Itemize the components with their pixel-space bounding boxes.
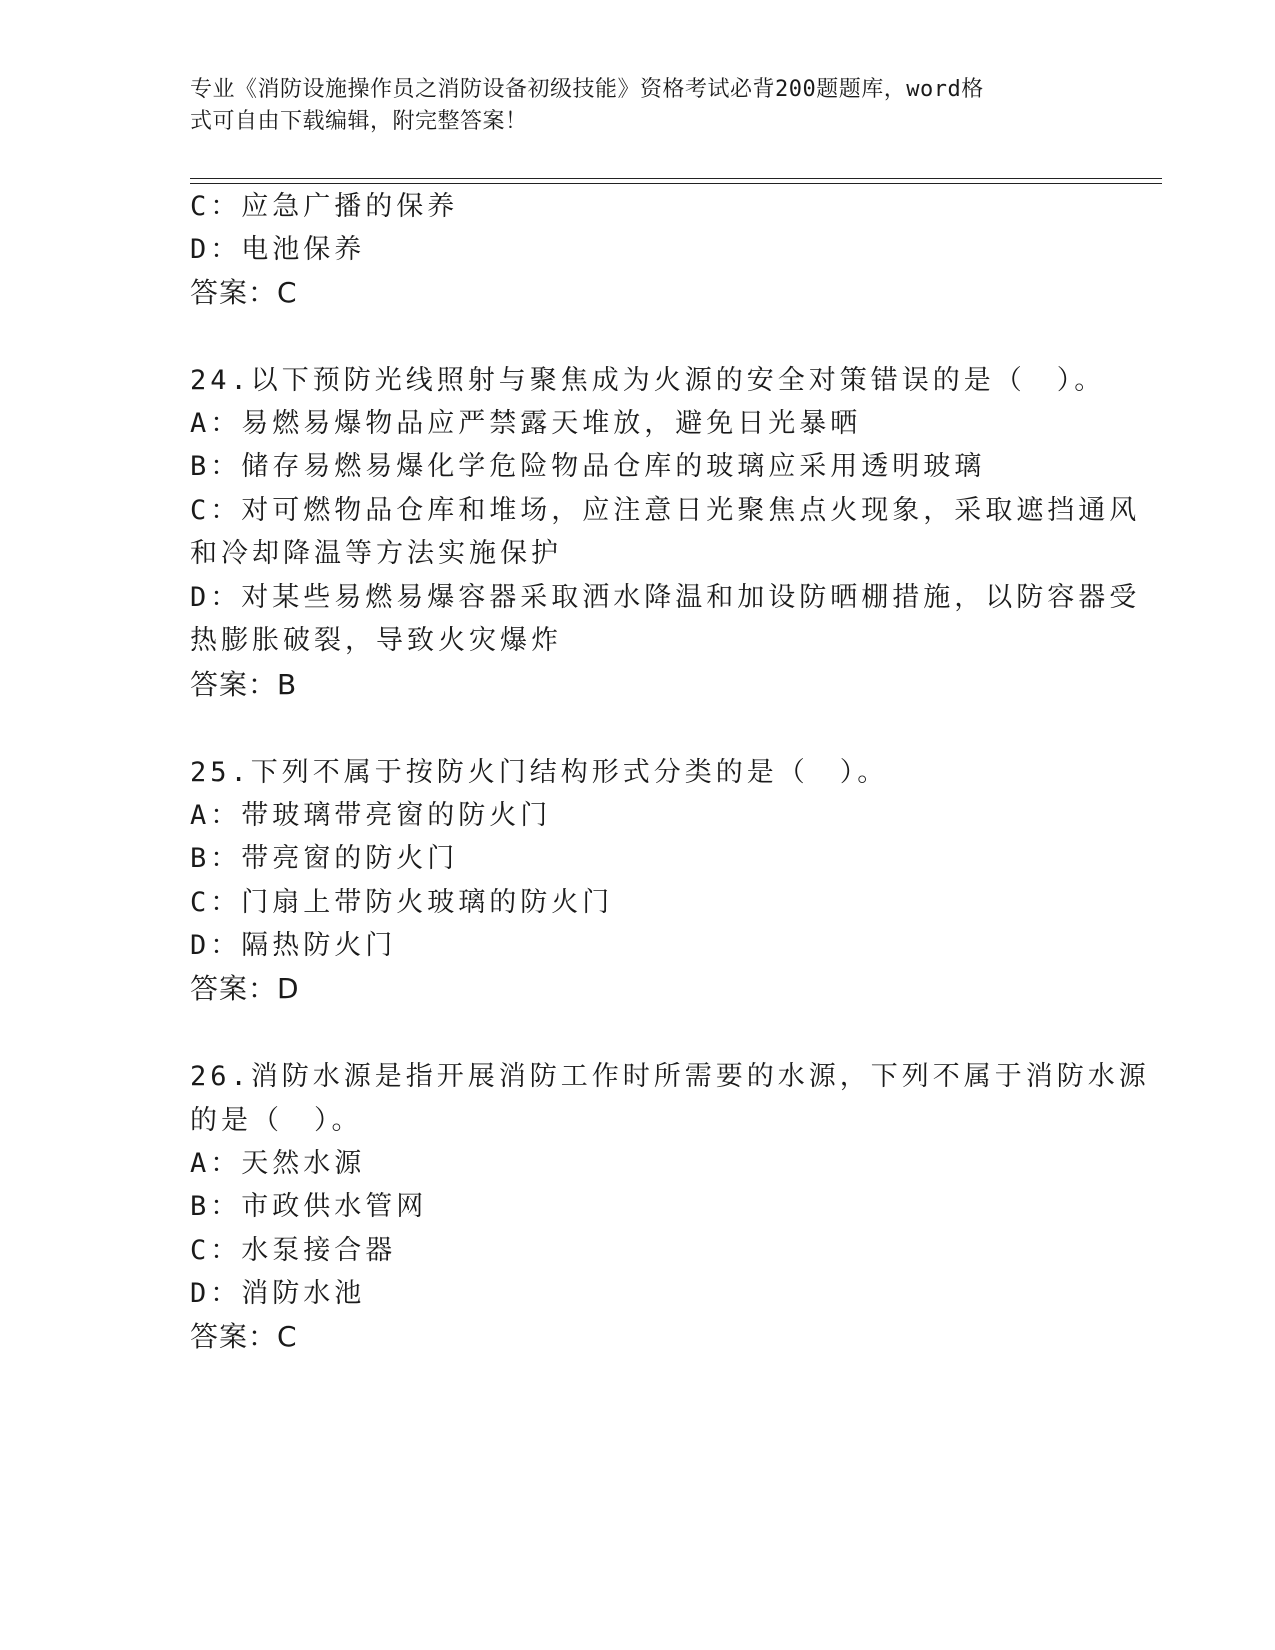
header-divider-top [190,178,1162,179]
q25-question: 25.下列不属于按防火门结构形式分类的是（ ）。 [190,757,889,788]
q24-option-c-line-2: 和冷却降温等方法实施保护 [190,538,562,569]
q26-option-d: D：消防水池 [190,1278,366,1309]
q24-option-a: A：易燃易爆物品应严禁露天堆放，避免日光暴晒 [190,408,862,439]
q26-question-line-2: 的是（ ）。 [190,1105,363,1136]
q24-answer: 答案：B [190,668,298,701]
q24-option-b: B：储存易燃易爆化学危险物品仓库的玻璃应采用透明玻璃 [190,451,986,482]
q26-option-c: C：水泵接合器 [190,1235,397,1266]
q24-option-c-line-1: C：对可燃物品仓库和堆场，应注意日光聚焦点火现象，采取遮挡通风 [190,495,1141,526]
q24-option-d-line-2: 热膨胀破裂，导致火灾爆炸 [190,625,562,656]
q23-option-d: D：电池保养 [190,234,366,265]
q25-option-c: C：门扇上带防火玻璃的防火门 [190,887,614,918]
document-header [190,74,1090,138]
q25-option-a: A：带玻璃带亮窗的防火门 [190,800,552,831]
q23-answer: 答案：C [190,276,298,309]
q23-option-c: C：应急广播的保养 [190,191,459,222]
q25-option-b: B：带亮窗的防火门 [190,843,459,874]
q26-option-a: A：天然水源 [190,1148,366,1179]
q25-answer: 答案：D [190,972,300,1005]
q24-question: 24.以下预防光线照射与聚焦成为火源的安全对策错误的是（ ）。 [190,365,1106,396]
q24-option-d-line-1: D：对某些易燃易爆容器采取洒水降温和加设防晒棚措施，以防容器受 [190,582,1141,613]
header-divider-bottom [190,183,1162,184]
q26-answer: 答案：C [190,1320,298,1353]
q26-question-line-1: 26.消防水源是指开展消防工作时所需要的水源，下列不属于消防水源 [190,1061,1150,1092]
header-line-1: 专业《消防设施操作员之消防设备初级技能》资格考试必背200题题库，word格 [190,77,984,102]
q25-option-d: D：隔热防火门 [190,930,397,961]
q26-option-b: B：市政供水管网 [190,1191,428,1222]
header-line-2: 式可自由下载编辑，附完整答案！ [190,109,528,134]
